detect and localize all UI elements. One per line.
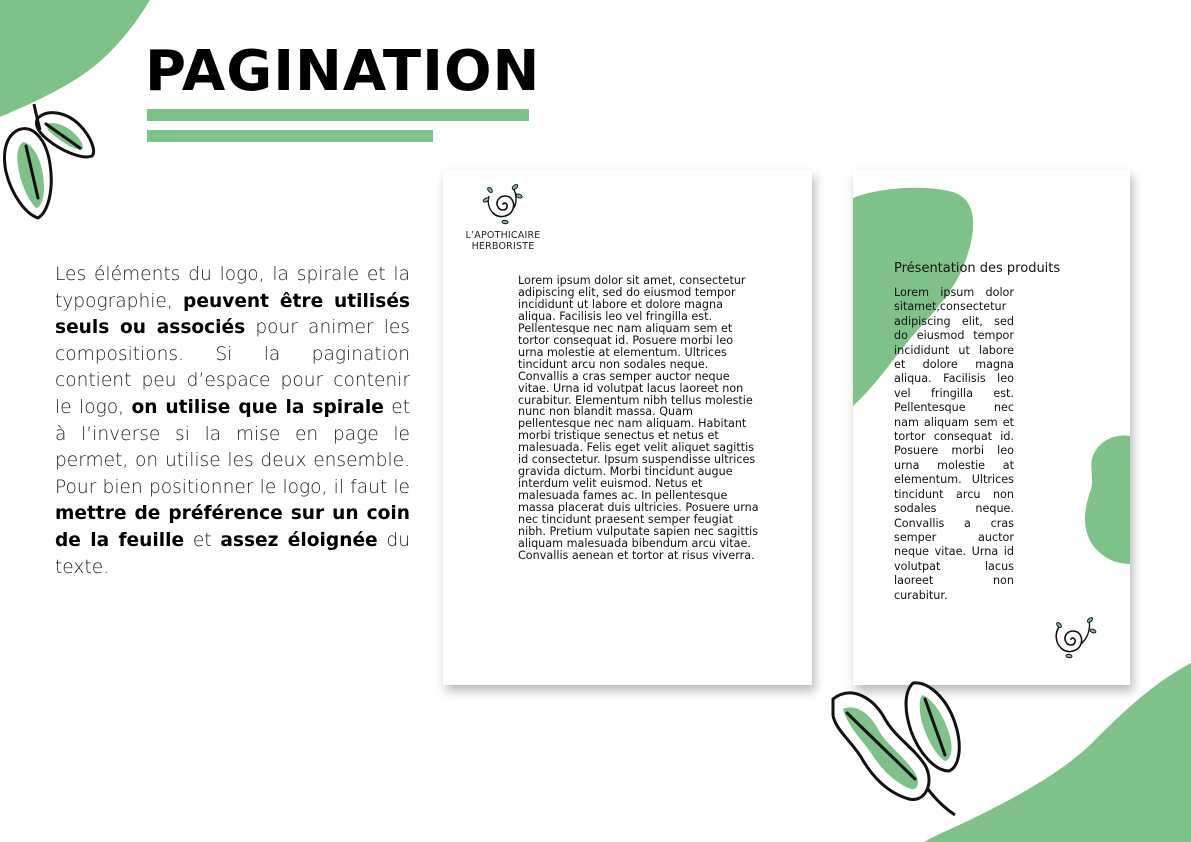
spiral-logo-icon [477,182,529,226]
intro-text: et [184,529,221,551]
brand-logo [457,182,549,252]
intro-text: et à l’inverse si la mise en page le permet, on utilise les deux ensemble. Pour bien positionner le logo, il faut le [55,396,410,498]
page-right-heading: Présentation des produits [894,261,1061,276]
title-underline-long [147,109,529,121]
leaves-top-left-icon [0,100,105,225]
intro-text: Les éléments du logo, la spirale et la typographie, [55,264,410,312]
title-underline-short [147,130,433,142]
intro-text: du texte. [55,529,410,578]
intro-emphasis: on utilise que la spirale [131,396,384,418]
intro-emphasis: peuvent être utilisés seuls ou associés [55,290,410,339]
intro-emphasis: assez éloignée [220,529,378,551]
intro-text: pour animer les compositions. Si la pagination contient peu d’espace pour contenir le logo, [55,317,410,418]
page-left-body-text: Lorem ipsum dolor sit amet, consectetur adipiscing elit, sed do eiusmod tempor incididunt ut labore et dolore magna aliqua. Facilisis leo vel fringilla est. Pellentesque nec nam aliquam sem et tortor consequat id. Posuere morbi leo urna molestie at elementum. Ultrices tincidunt arcu non sodales neque. Convallis a cras semper auctor neque vitae. Urna id volutpat lacus laoreet non curabitur. Elementum nibh tellus molestie nunc non blandit massa. Quam pellentesque nec nam aliquam. Habitant morbi tristique senectus et netus et malesuada. Felis eget velit aliquet sagittis id consectetur. Ipsum suspendisse ultrices gravida dictum. Morbi tincidunt augue interdum velit euismod. Netus et malesuada fames ac. In pellentesque massa placerat duis ultricies. Posuere urna nec tincidunt praesent semper feugiat nibh. Pretium vulputate sapien nec sagittis aliquam malesuada bibendum arcu vitae. Convallis aenean et tortor at risus viverra. [518,274,759,562]
intro-paragraph [55,262,410,581]
logo-text-line1: L’APOTHICAIRE [465,230,541,241]
page-mockup-left [443,170,812,685]
leaves-bottom-right-icon [825,675,975,825]
page-right-body-text: Lorem ipsum dolor sitamet,consectetur adipiscing elit, sed do eiusmod tempor incididunt ut labore et dolore magna aliqua. Facilisis leo vel fringilla est. Pellentesque nec nam aliquam sem et tortor consequat id. Posuere morbi leo urna molestie at elementum. Ultrices tincidunt arcu non sodales neque. Convallis a cras semper auctor neque vitae. Urna id volutpat lacus laoreet non curabitur. [894,286,1014,602]
intro-emphasis: mettre de préférence sur un coin de la feuille [55,503,410,551]
page-title: PAGINATION [145,39,541,104]
page-mockup-right [853,170,1130,685]
logo-text-line2: HERBORISTE [471,241,535,252]
page-right-blob-side [1070,430,1130,570]
